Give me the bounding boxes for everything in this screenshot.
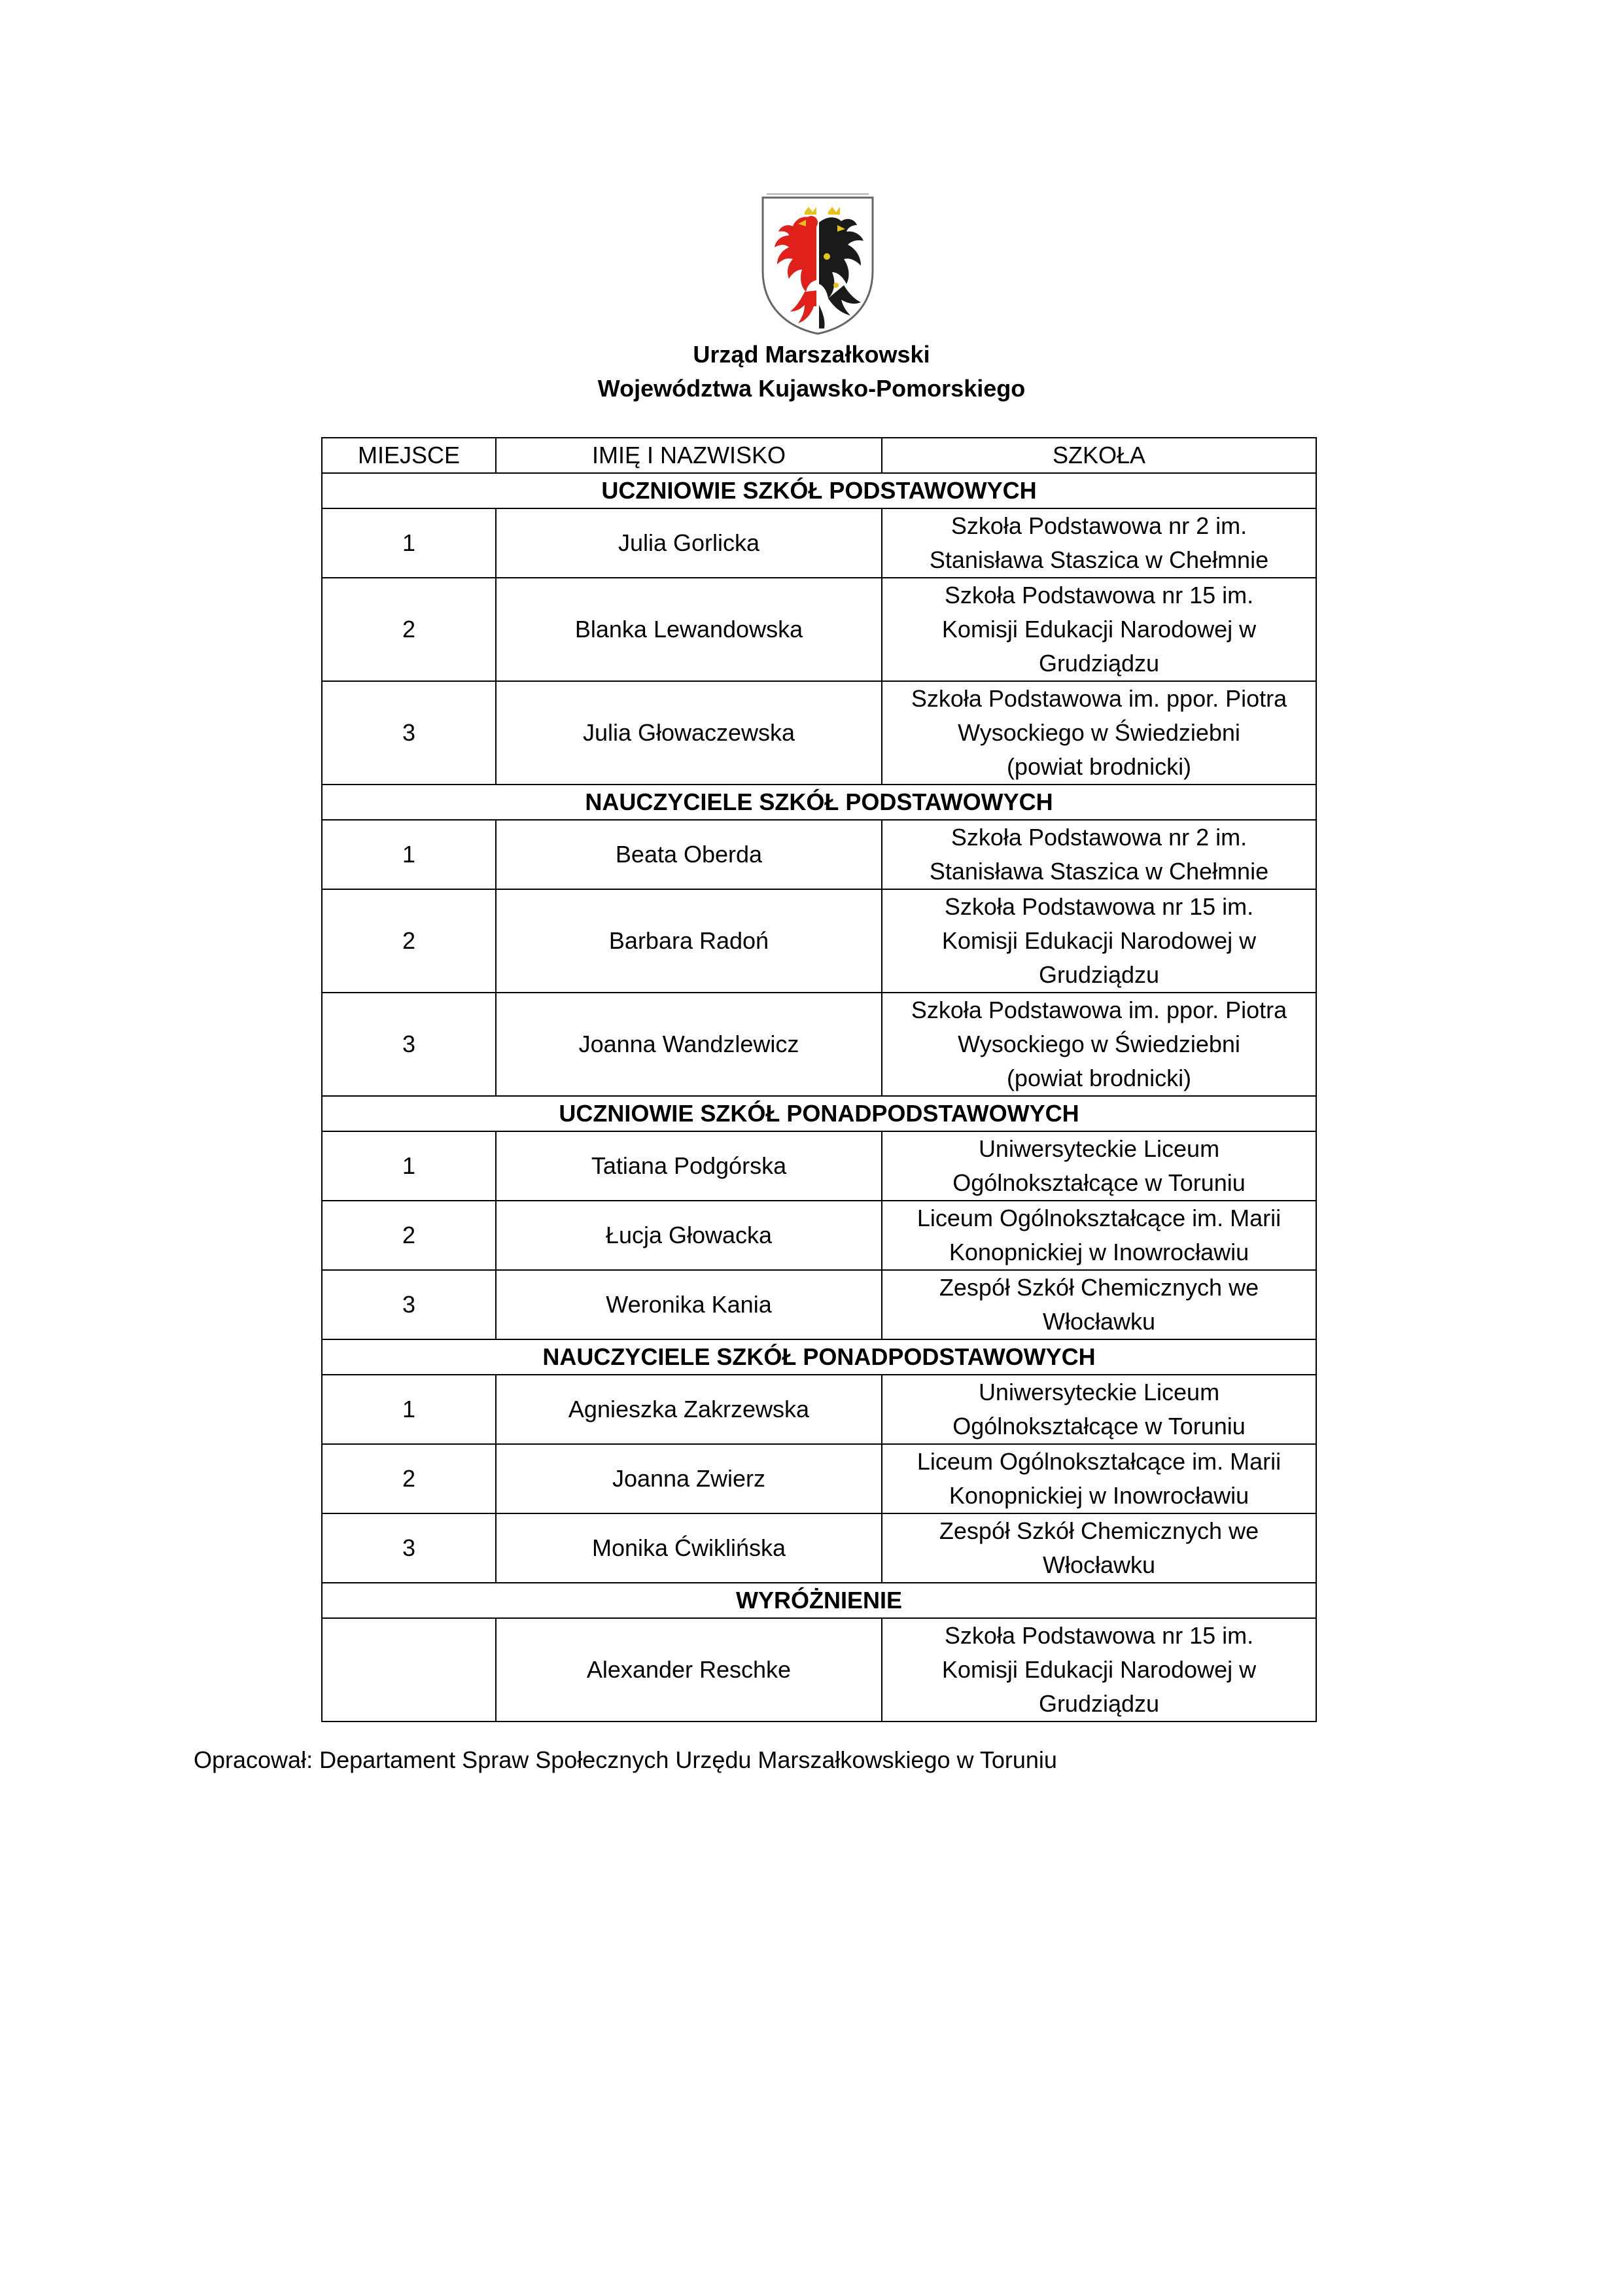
table-header-row <box>322 438 1316 473</box>
name-cell: Alexander Reschke <box>496 1618 882 1722</box>
name-cell: Julia Głowaczewska <box>496 681 882 785</box>
school-line: Wysockiego w Świedziebni <box>958 1031 1240 1057</box>
table-row <box>322 1618 1316 1722</box>
place-cell: 3 <box>322 681 496 785</box>
school-line: Uniwersyteckie Liceum <box>978 1135 1220 1162</box>
section-row <box>322 1096 1316 1131</box>
school-cell <box>882 1131 1316 1201</box>
place-cell: 1 <box>322 508 496 578</box>
name-cell: Łucja Głowacka <box>496 1201 882 1270</box>
place-cell: 3 <box>322 1513 496 1583</box>
table-row <box>322 889 1316 993</box>
school-line: Zespół Szkół Chemicznych we <box>939 1274 1259 1301</box>
table-row <box>322 993 1316 1096</box>
name-cell: Joanna Zwierz <box>496 1444 882 1513</box>
school-cell <box>882 1618 1316 1722</box>
school-line: Konopnickiej w Inowrocławiu <box>949 1482 1249 1509</box>
section-title: WYRÓŻNIENIE <box>322 1583 1316 1618</box>
school-cell <box>882 889 1316 993</box>
table-row <box>322 1375 1316 1444</box>
place-cell: 2 <box>322 889 496 993</box>
section-title: UCZNIOWIE SZKÓŁ PODSTAWOWYCH <box>322 473 1316 508</box>
place-cell: 1 <box>322 1131 496 1201</box>
section-title: NAUCZYCIELE SZKÓŁ PONADPODSTAWOWYCH <box>322 1339 1316 1375</box>
school-line: Komisji Edukacji Narodowej w <box>941 927 1257 954</box>
school-line: Komisji Edukacji Narodowej w <box>941 1656 1257 1683</box>
school-line: Zespół Szkół Chemicznych we <box>939 1517 1259 1544</box>
name-cell: Joanna Wandzlewicz <box>496 993 882 1096</box>
school-line: Liceum Ogólnokształcące im. Marii <box>916 1205 1282 1231</box>
section-row <box>322 785 1316 820</box>
results-table <box>321 437 1317 1722</box>
column-header-school: SZKOŁA <box>882 438 1316 473</box>
table-row <box>322 681 1316 785</box>
section-title: NAUCZYCIELE SZKÓŁ PODSTAWOWYCH <box>322 785 1316 820</box>
school-line: Szkoła Podstawowa im. ppor. Piotra <box>911 997 1287 1023</box>
school-line: Konopnickiej w Inowrocławiu <box>949 1239 1249 1265</box>
table-row <box>322 1201 1316 1270</box>
footer-note: Opracował: Departament Spraw Społecznych Urzędu Marszałkowskiego w Toruniu <box>194 1746 1057 1773</box>
section-row <box>322 1339 1316 1375</box>
table-row <box>322 1131 1316 1201</box>
school-cell <box>882 1270 1316 1339</box>
school-line: Szkoła Podstawowa nr 15 im. <box>944 1622 1254 1649</box>
school-cell <box>882 1201 1316 1270</box>
school-line: Szkoła Podstawowa im. ppor. Piotra <box>911 685 1287 712</box>
name-cell: Agnieszka Zakrzewska <box>496 1375 882 1444</box>
school-line: Szkoła Podstawowa nr 15 im. <box>944 893 1254 920</box>
place-cell: 3 <box>322 1270 496 1339</box>
school-cell <box>882 1444 1316 1513</box>
name-cell: Tatiana Podgórska <box>496 1131 882 1201</box>
name-cell: Blanka Lewandowska <box>496 578 882 681</box>
place-cell <box>322 1618 496 1722</box>
school-line: Włocławku <box>1042 1551 1156 1578</box>
school-cell <box>882 508 1316 578</box>
column-header-name: IMIĘ I NAZWISKO <box>496 438 882 473</box>
school-line: Uniwersyteckie Liceum <box>978 1379 1220 1405</box>
school-line: Grudziądzu <box>1038 1690 1160 1717</box>
school-line: Szkoła Podstawowa nr 2 im. <box>951 824 1248 851</box>
place-cell: 3 <box>322 993 496 1096</box>
school-line: Grudziądzu <box>1038 961 1160 988</box>
place-cell: 2 <box>322 578 496 681</box>
table-row <box>322 578 1316 681</box>
school-line: Włocławku <box>1042 1308 1156 1335</box>
section-row <box>322 473 1316 508</box>
school-line: Szkoła Podstawowa nr 15 im. <box>944 582 1254 609</box>
school-line: Ogólnokształcące w Toruniu <box>952 1413 1246 1439</box>
place-cell: 2 <box>322 1201 496 1270</box>
section-title: UCZNIOWIE SZKÓŁ PONADPODSTAWOWYCH <box>322 1096 1316 1131</box>
section-row <box>322 1583 1316 1618</box>
school-cell <box>882 681 1316 785</box>
name-cell: Beata Oberda <box>496 820 882 889</box>
table-row <box>322 508 1316 578</box>
voivodeship-name: Województwa Kujawsko-Pomorskiego <box>597 375 1026 402</box>
column-header-place: MIEJSCE <box>322 438 496 473</box>
school-cell <box>882 578 1316 681</box>
name-cell: Julia Gorlicka <box>496 508 882 578</box>
table-row <box>322 1513 1316 1583</box>
school-line: Szkoła Podstawowa nr 2 im. <box>951 512 1248 539</box>
place-cell: 1 <box>322 1375 496 1444</box>
school-cell <box>882 1375 1316 1444</box>
school-cell <box>882 1513 1316 1583</box>
name-cell: Barbara Radoń <box>496 889 882 993</box>
place-cell: 2 <box>322 1444 496 1513</box>
table-row <box>322 1270 1316 1339</box>
school-cell <box>882 993 1316 1096</box>
school-line: Komisji Edukacji Narodowej w <box>941 616 1257 643</box>
name-cell: Weronika Kania <box>496 1270 882 1339</box>
name-cell: Monika Ćwiklińska <box>496 1513 882 1583</box>
school-line: (powiat brodnicki) <box>1006 1065 1192 1091</box>
school-line: Liceum Ogólnokształcące im. Marii <box>916 1448 1282 1475</box>
school-line: (powiat brodnicki) <box>1006 753 1192 780</box>
office-name: Urząd Marszałkowski <box>693 341 930 368</box>
table-row <box>322 1444 1316 1513</box>
school-line: Ogólnokształcące w Toruniu <box>952 1169 1246 1196</box>
school-line: Grudziądzu <box>1038 650 1160 677</box>
school-line: Stanisława Staszica w Chełmnie <box>929 858 1269 885</box>
school-line: Wysockiego w Świedziebni <box>958 719 1240 746</box>
school-cell <box>882 820 1316 889</box>
place-cell: 1 <box>322 820 496 889</box>
school-line: Stanisława Staszica w Chełmnie <box>929 546 1269 573</box>
coat-of-arms-icon <box>759 194 877 338</box>
table-row <box>322 820 1316 889</box>
